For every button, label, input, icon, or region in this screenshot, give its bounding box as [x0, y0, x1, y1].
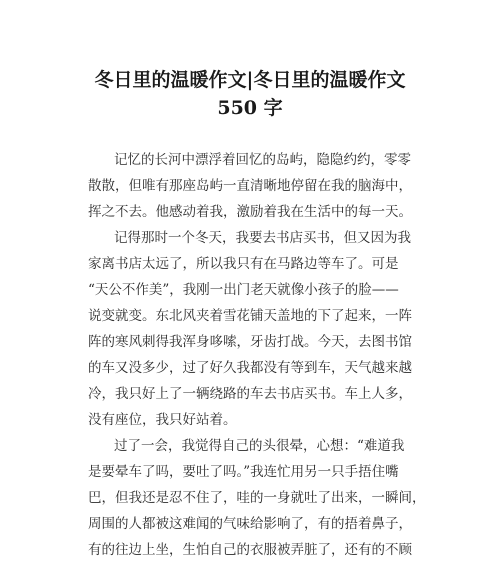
paragraph-2-line: 冷，我只好上了一辆绕路的车去书店买书。车上人多， [88, 386, 412, 402]
paragraph-3-line: 周围的人都被这难闻的气味给影响了，有的捂着鼻子， [88, 516, 412, 532]
paragraph-2-line: 没有座位，我只好站着。 [88, 412, 237, 428]
paragraph-3-line: 巴，但我还是忍不住了，哇的一身就吐了出来，一瞬间， [88, 490, 426, 506]
paragraph-1-line: 记忆的长河中漂浮着回忆的岛屿，隐隐约约，零零 [114, 152, 411, 168]
paragraph-1-line: 挥之不去。他感动着我，激励着我在生活中的每一天。 [88, 204, 412, 220]
paragraph-3-line: 有的往边上坐，生怕自己的衣服被弄脏了，还有的不顾 [88, 542, 412, 558]
paragraph-3-line: 过了一会，我觉得自己的头很晕，心想：“难道我 [114, 438, 405, 454]
document-title-line1: 冬日里的温暖作文|冬日里的温暖作文 [94, 69, 406, 91]
paragraph-1-line: 散散，但唯有那座岛屿一直清晰地停留在我的脑海中， [88, 178, 412, 194]
paragraph-2-line: 阵的寒风刺得我浑身哆嗦，牙齿打战。今天，去图书馆 [88, 334, 412, 350]
paragraph-2-line: 的车又没多少，过了好久我都没有等到车，天气越来越 [88, 360, 412, 376]
document-title-line2: 550 字 [217, 97, 283, 119]
paragraph-2-line: 记得那时一个冬天，我要去书店买书，但又因为我 [114, 230, 411, 246]
paragraph-3-line: 是要晕车了吗，要吐了吗。”我连忙用另一只手捂住嘴 [88, 464, 399, 480]
paragraph-2-line: 家离书店太远了，所以我只有在马路边等车了。可是 [88, 256, 399, 272]
paragraph-2-line: 说变就变。东北风夹着雪花铺天盖地的下了起来，一阵 [88, 308, 412, 324]
paragraph-2-line: “天公不作美”，我刚一出门老天就像小孩子的脸—— [88, 282, 399, 298]
